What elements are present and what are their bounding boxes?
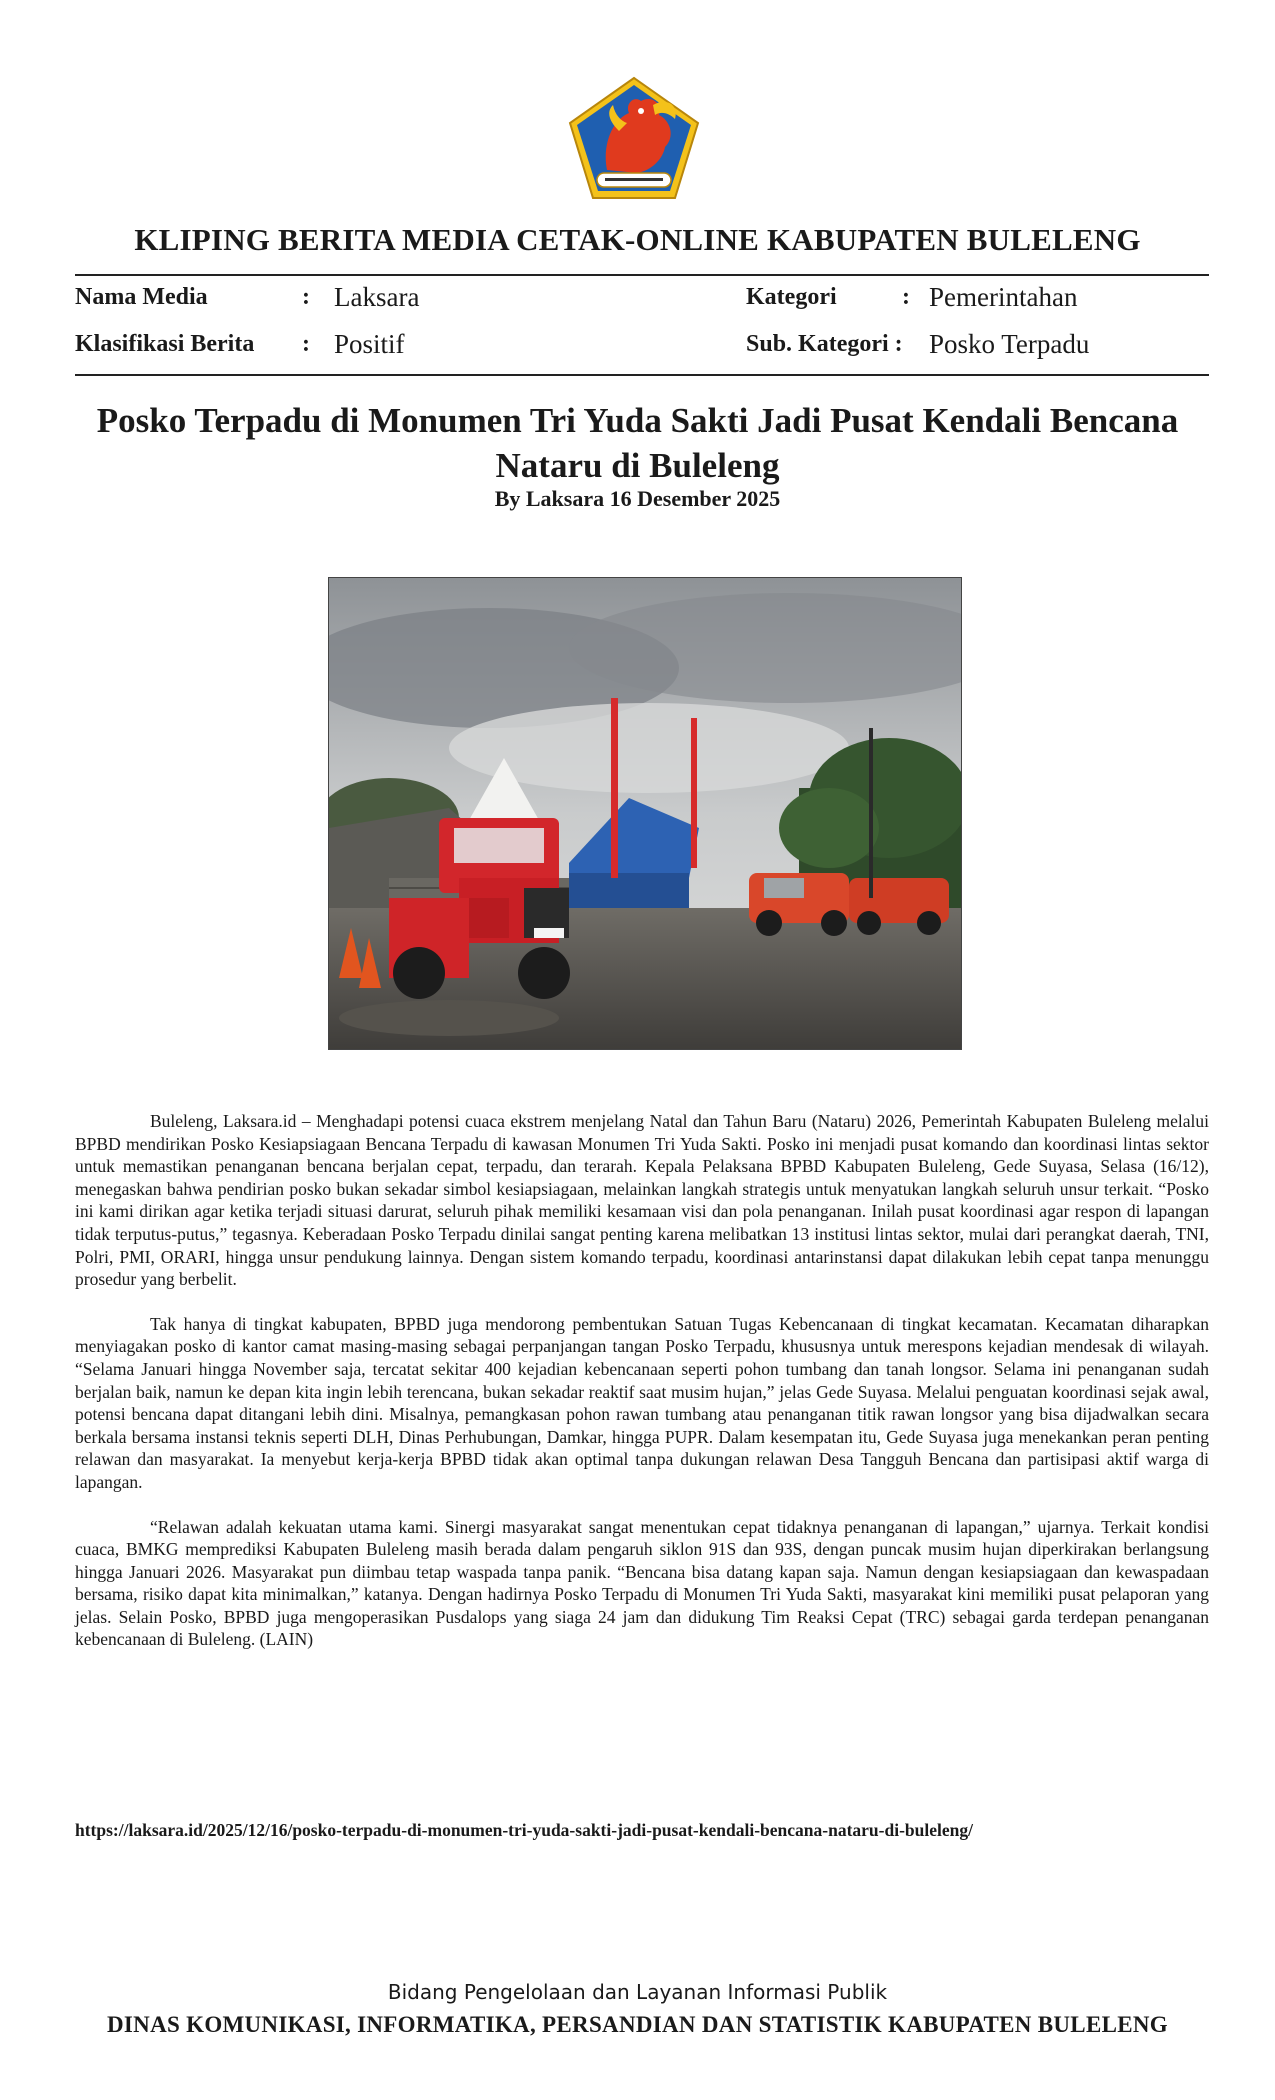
buleleng-regency-emblem-icon	[567, 75, 701, 201]
classification-colon: :	[302, 331, 310, 357]
subcategory-value: Posko Terpadu	[929, 329, 1090, 359]
category-label: Kategori	[746, 284, 837, 310]
header-divider-bottom	[75, 374, 1209, 376]
article-title: Posko Terpadu di Monumen Tri Yuda Sakti Jadi Pusat Kendali Bencana Nataru di Buleleng	[96, 401, 1179, 485]
subcategory-label: Sub. Kategori :	[746, 331, 903, 357]
media-label: Nama Media	[75, 284, 208, 310]
classification-label: Klasifikasi Berita	[75, 331, 255, 357]
article-body	[75, 1110, 1209, 1673]
clipping-header-title: KLIPING BERITA MEDIA CETAK-ONLINE KABUPATEN BULELENG	[134, 222, 1141, 257]
article-paragraph: “Relawan adalah kekuatan utama kami. Sinergi masyarakat sangat menentukan cepat tidaknya penanganan di lapangan,” ujarnya. Terkait kondisi cuaca, BMKG memprediksi Kabupaten Buleleng masih berada dalam pengaruh siklon 91S dan 93S, dengan puncak musim hujan diperkirakan berlangsung hingga Januari 2026. Masyarakat pun diimbau tetap waspada tanpa panik. “Bencana bisa datang kapan saja. Namun dengan kesiapsiagaan dan kewaspadaan bersama, risiko dapat kita minimalkan,” katanya. Dengan hadirnya Posko Terpadu di Monumen Tri Yuda Sakti, masyarakat kini memiliki pusat pelaporan yang jelas. Selain Posko, BPBD juga mengoperasikan Pusdalops yang siaga 24 jam dan didukung Tim Reaksi Cepat (TRC) sebagai garda terdepan penanganan kebencanaan di Buleleng. (LAIN)	[75, 1516, 1209, 1650]
media-value: Laksara	[334, 282, 420, 312]
footer-agency: DINAS KOMUNIKASI, INFORMATIKA, PERSANDIAN DAN STATISTIK KABUPATEN BULELENG	[107, 2012, 1168, 2037]
article-byline: By Laksara 16 Desember 2025	[494, 486, 781, 511]
article-paragraph: Tak hanya di tingkat kabupaten, BPBD juga mendorong pembentukan Satuan Tugas Kebencanaan di tingkat kecamatan. Kecamatan diharapkan menyiagakan posko di kantor camat masing-masing sebagai perpanjangan tangan Posko Terpadu, khususnya untuk merespons kejadian mendesak di wilayah. “Selama Januari hingga November saja, tercatat sekitar 400 kejadian kebencanaan seperti pohon tumbang dan tanah longsor. Selama ini penanganan sudah berjalan baik, namun ke depan kita ingin lebih terencana, bukan sekadar reaktif saat musim hujan,” jelas Gede Suyasa. Melalui penguatan koordinasi sejak awal, potensi bencana dapat ditangani lebih dini. Misalnya, pemangkasan pohon rawan tumbang atau penanganan titik rawan longsor yang bisa dijadwalkan secara berkala bersama instansi teknis seperti DLH, Dinas Perhubungan, Damkar, hingga PUPR. Dalam kesempatan itu, Gede Suyasa juga menekankan peran penting relawan dan masyarakat. Ia menyebut kerja-kerja BPBD tidak akan optimal tanpa dukungan relawan Desa Tangguh Bencana dan partisipasi aktif warga di lapangan.	[75, 1313, 1209, 1492]
article-paragraph: Buleleng, Laksara.id – Menghadapi potensi cuaca ekstrem menjelang Natal dan Tahun Baru (Nataru) 2026, Pemerintah Kabupaten Buleleng melalui BPBD mendirikan Posko Kesiapsiagaan Bencana Terpadu di kawasan Monumen Tri Yuda Sakti. Posko ini menjadi pusat komando dan koordinasi lintas sektor untuk memastikan penanganan bencana berjalan cepat, terpadu, dan terarah. Kepala Pelaksana BPBD Kabupaten Buleleng, Gede Suyasa, Selasa (16/12), menegaskan bahwa pendirian posko bukan sekadar simbol kesiapsiagaan, melainkan langkah strategis untuk menyatukan langkah seluruh unsur terkait. “Posko ini kami dirikan agar ketika terjadi situasi darurat, seluruh pihak memiliki kesamaan visi dan pola penanganan. Inilah pusat koordinasi agar respon di lapangan tidak terputus-putus,” tegasnya. Keberadaan Posko Terpadu dinilai sangat penting karena melibatkan 13 institusi lintas sektor, mulai dari perangkat daerah, TNI, Polri, PMI, ORARI, hingga unsur pendukung lainnya. Dengan sistem komando terpadu, koordinasi antarinstansi dapat dilakukan lebih cepat tanpa menunggu prosedur yang berbelit.	[75, 1111, 1209, 1290]
classification-value: Positif	[334, 329, 405, 359]
header-divider-top	[75, 274, 1209, 276]
article-photo	[328, 577, 962, 1050]
footer-division: Bidang Pengelolaan dan Layanan Informasi Publik	[387, 1980, 888, 2004]
source-link[interactable]: https://laksara.id/2025/12/16/posko-terpadu-di-monumen-tri-yuda-sakti-jadi-pusat-kendali-bencana-nataru-di-buleleng/	[75, 1820, 973, 1840]
category-value: Pemerintahan	[929, 282, 1078, 312]
category-colon: :	[902, 284, 910, 310]
media-colon: :	[302, 284, 310, 310]
